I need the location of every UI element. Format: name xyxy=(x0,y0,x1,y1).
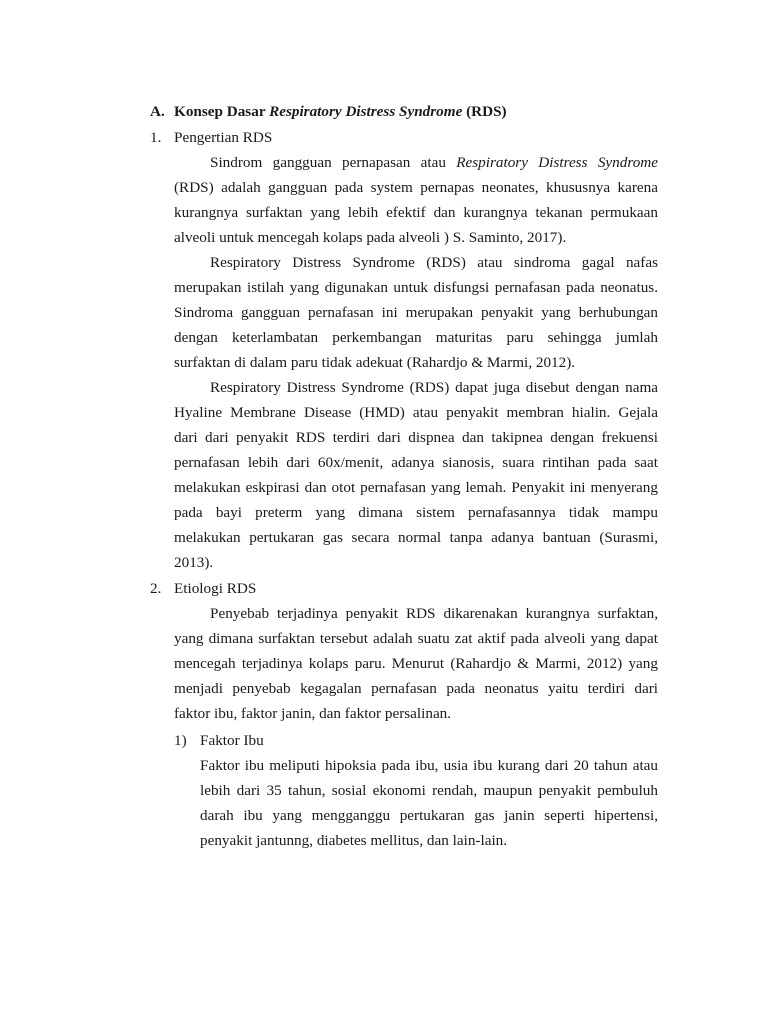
paragraph-line: (RDS) adalah gangguan pada system pernapas neonates, khususnya karena xyxy=(174,179,658,196)
paragraph-line xyxy=(210,153,658,173)
heading-pengertian: Pengertian RDS xyxy=(174,129,273,146)
paragraph-line: yang dimana surfaktan tersebut adalah suatu zat aktif pada alveoli yang dapat xyxy=(174,630,658,647)
heading-faktor-ibu: Faktor Ibu xyxy=(200,732,264,749)
paragraph-text: Sindrom gangguan pernapasan atau xyxy=(210,154,457,171)
paragraph-line: melakukan pertukaran gas secara normal tanpa adanya bantuan (Surasmi, xyxy=(174,529,658,546)
paragraph-line: penyakit jantunng, diabetes mellitus, dan lain-lain. xyxy=(200,832,508,849)
paragraph-line: 2013). xyxy=(174,554,214,571)
paragraph-line: merupakan istilah yang digunakan untuk disfungsi pernafasan pada neonatus. xyxy=(174,279,658,296)
heading-etiologi: Etiologi RDS xyxy=(174,580,257,597)
list-marker-2: 2. xyxy=(150,580,162,597)
section-title-suffix: (RDS) xyxy=(462,103,507,120)
paragraph-line: Faktor ibu meliputi hipoksia pada ibu, usia ibu kurang dari 20 tahun atau xyxy=(200,757,658,774)
sublist-marker-1: 1) xyxy=(174,732,187,749)
section-title xyxy=(174,102,658,122)
paragraph-line: Penyebab terjadinya penyakit RDS dikarenakan kurangnya surfaktan, xyxy=(210,605,658,622)
paragraph-line: lebih dari 35 tahun, sosial ekonomi rendah, maupun penyakit pembuluh xyxy=(200,782,658,799)
paragraph-line: menjadi penyebab kegagalan pernafasan pada neonatus yaitu terdiri dari xyxy=(174,680,658,697)
paragraph-line: alveoli untuk mencegah kolaps pada alveoli ) S. Saminto, 2017). xyxy=(174,229,567,246)
paragraph-line: dengan keterlambatan perkembangan maturitas paru sehingga jumlah xyxy=(174,329,658,346)
paragraph-italic: Respiratory Distress Syndrome xyxy=(456,154,658,171)
paragraph-line: darah ibu yang mengganggu pertukaran gas janin seperti hipertensi, xyxy=(200,807,658,824)
paragraph-line: Sindroma gangguan pernafasan ini merupakan penyakit yang berhubungan xyxy=(174,304,658,321)
paragraph-line: dari dari penyakit RDS terdiri dari dispnea dan takipnea dengan frekuensi xyxy=(174,429,658,446)
paragraph-line: Hyaline Membrane Disease (HMD) atau penyakit membran hialin. Gejala xyxy=(174,404,658,421)
paragraph-line: pada bayi preterm yang dimana sistem pernafasannya tidak mampu xyxy=(174,504,658,521)
section-marker: A. xyxy=(150,103,165,120)
paragraph-line: Respiratory Distress Syndrome (RDS) dapat juga disebut dengan nama xyxy=(210,379,658,396)
paragraph-line: melakukan eskpirasi dan otot pernafasan yang lemah. Penyakit ini menyerang xyxy=(174,479,658,496)
paragraph-line: pernafasan lebih dari 60x/menit, adanya sianosis, suara rintihan pada saat xyxy=(174,454,658,471)
section-title-prefix: Konsep Dasar xyxy=(174,103,270,120)
paragraph-line: Respiratory Distress Syndrome (RDS) atau sindroma gagal nafas xyxy=(210,254,658,271)
paragraph-line: surfaktan di dalam paru tidak adekuat (Rahardjo & Marmi, 2012). xyxy=(174,354,576,371)
paragraph-line: faktor ibu, faktor janin, dan faktor persalinan. xyxy=(174,705,452,722)
paragraph-line: mencegah terjadinya kolaps paru. Menurut (Rahardjo & Marmi, 2012) yang xyxy=(174,655,658,672)
paragraph-line: kurangnya surfaktan yang lebih efektif dan kurangnya tekanan permukaan xyxy=(174,204,658,221)
section-title-italic: Respiratory Distress Syndrome xyxy=(269,103,463,120)
list-marker-1: 1. xyxy=(150,129,162,146)
